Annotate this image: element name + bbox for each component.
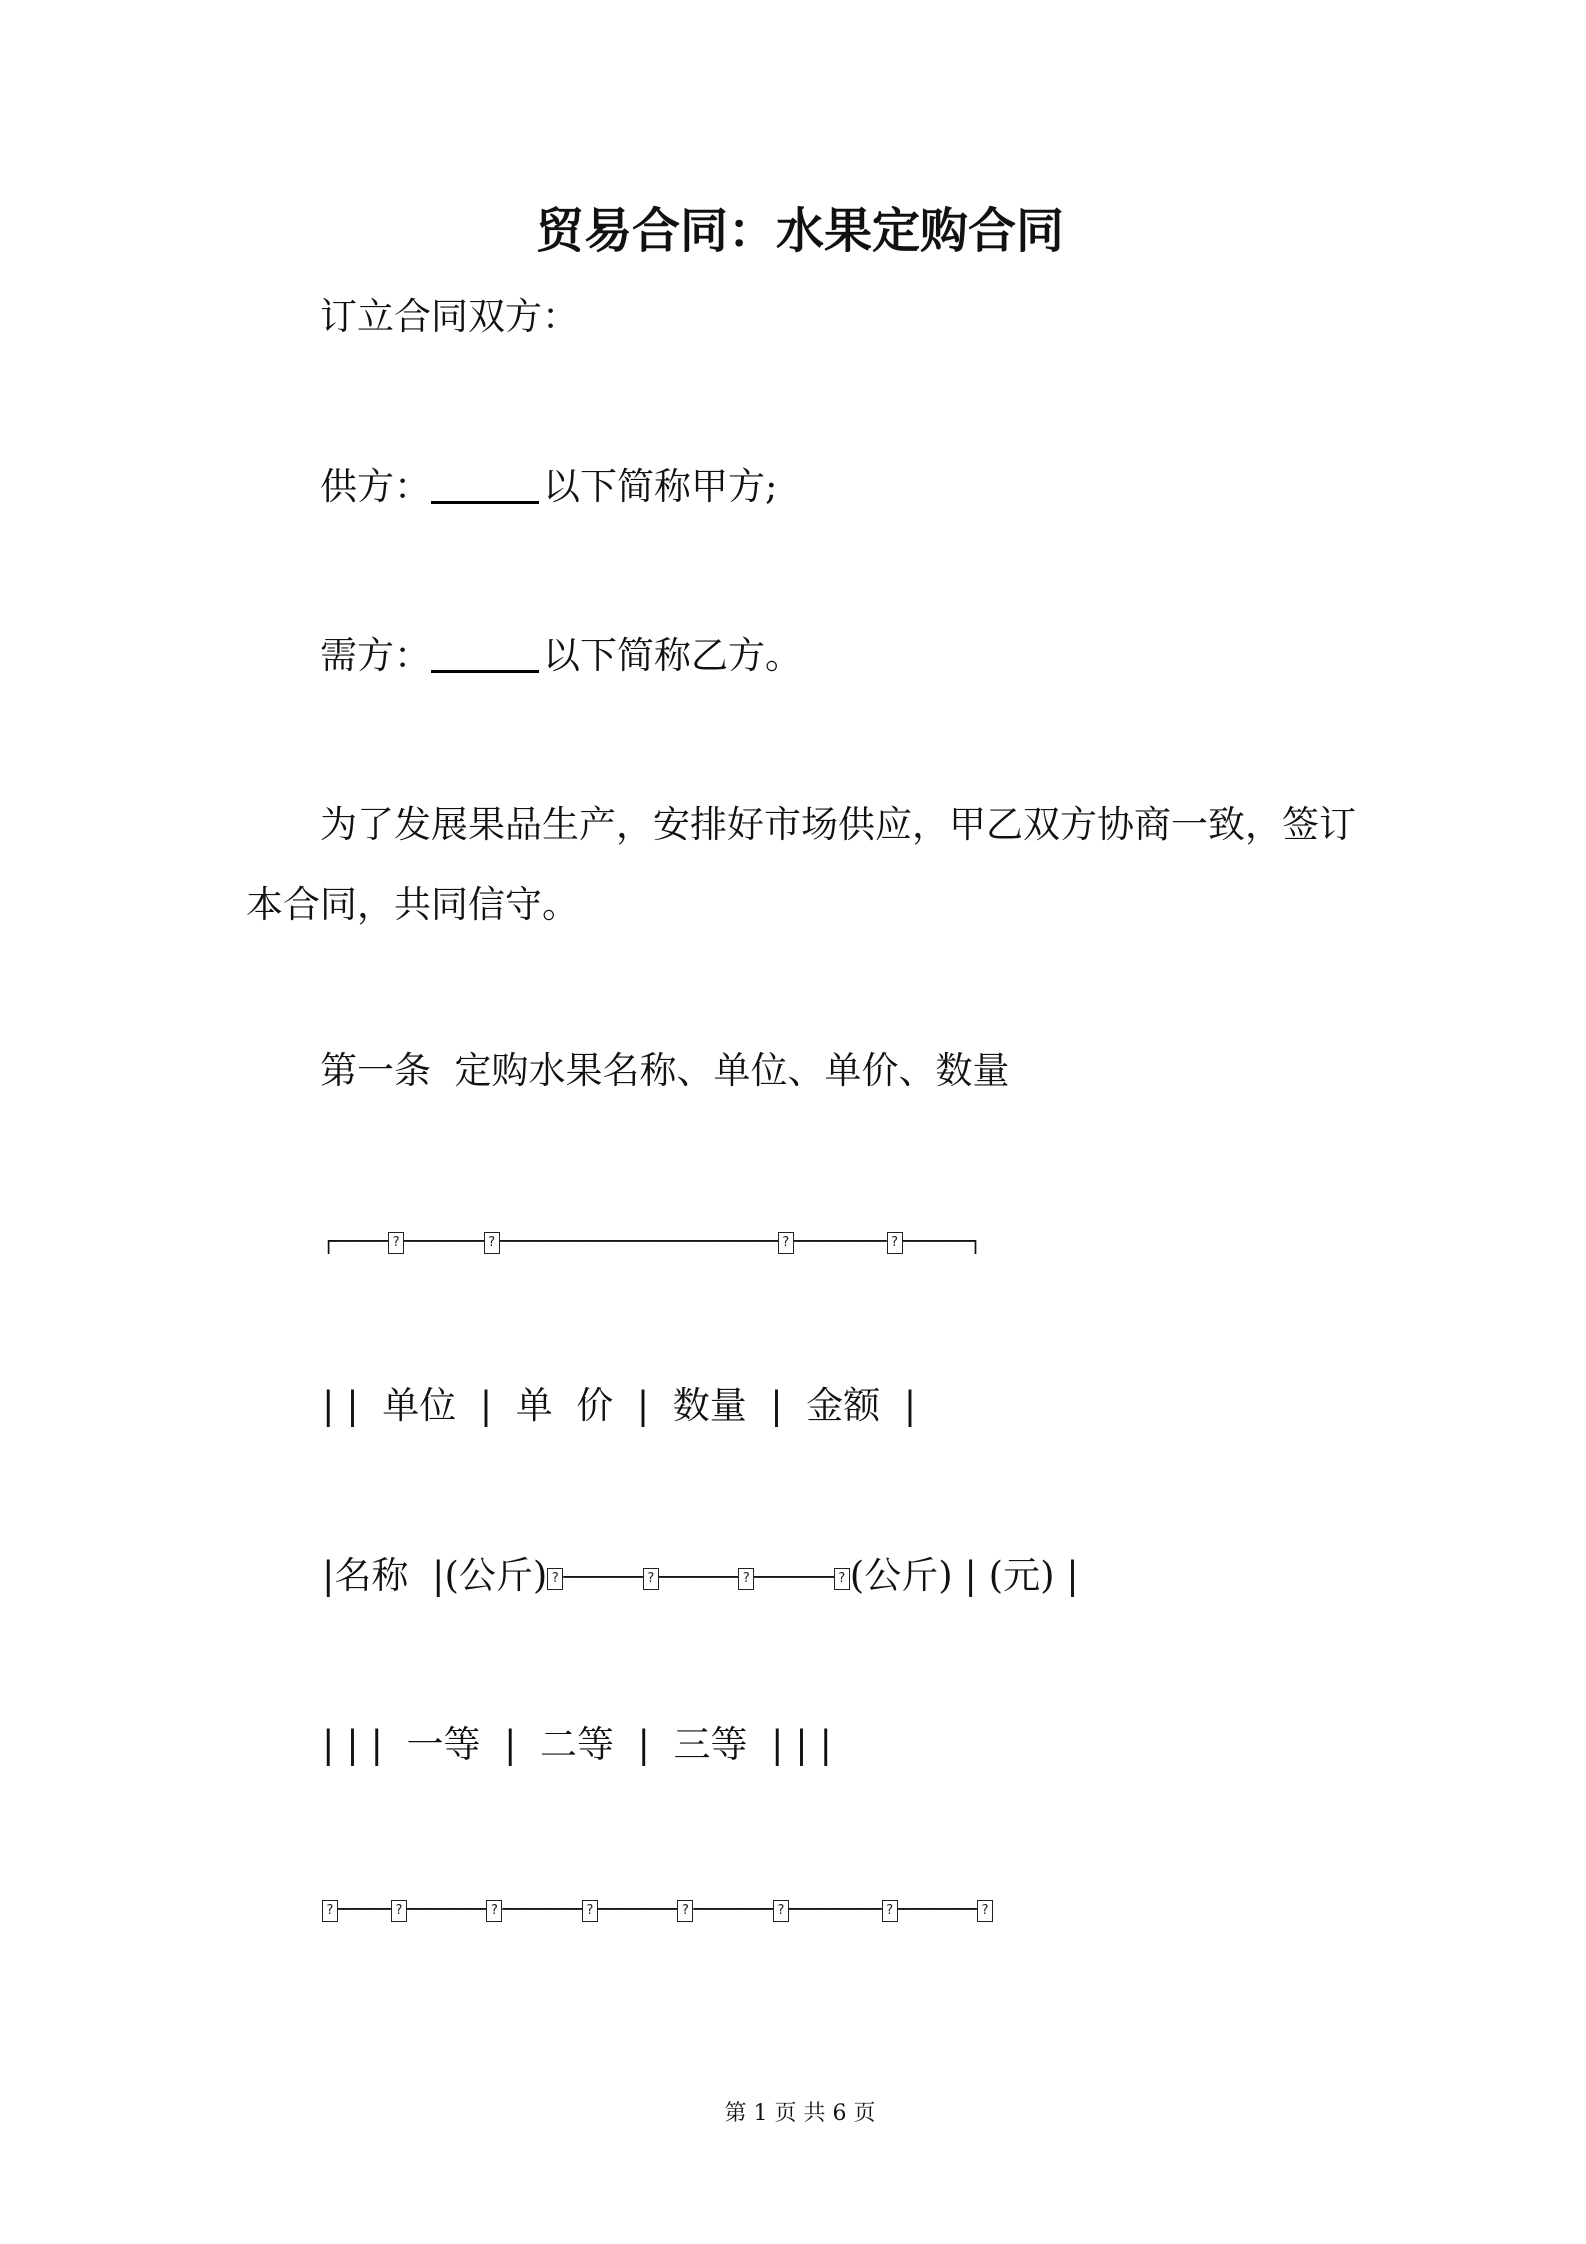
missing-glyph-box: ? — [484, 1232, 500, 1254]
rule-segment: ────── — [404, 1229, 484, 1255]
missing-glyph-box: ? — [773, 1900, 789, 1922]
preamble-paragraph: 为了发展果品生产，安排好市场供应，甲乙双方协商一致，签订本合同，共同信守。 — [246, 803, 1356, 926]
rule-segment: ────── — [563, 1565, 643, 1591]
missing-glyph-box: ? — [887, 1232, 903, 1254]
missing-glyph-box: ? — [322, 1900, 338, 1922]
parties-heading: 订立合同双方： — [320, 295, 579, 338]
document-title: 贸易合同：水果定购合同 — [535, 203, 1064, 259]
missing-glyph-box: ? — [778, 1232, 794, 1254]
missing-glyph-box: ? — [677, 1900, 693, 1922]
rule-segment: ─────── — [793, 1229, 887, 1255]
missing-glyph-box: ? — [388, 1232, 404, 1254]
article-1-heading: 第一条 定购水果名称、单位、单价、数量 — [320, 1049, 1010, 1092]
rule-segment: ────── — [658, 1565, 739, 1591]
table-subheader-row — [322, 1536, 1079, 1616]
missing-glyph-box: ? — [547, 1568, 563, 1590]
page-footer: 第 1 页 共 6 页 — [724, 2101, 876, 2126]
buyer-name-blank — [431, 640, 539, 673]
buyer-line — [320, 616, 802, 696]
rule-segment: ────── — [754, 1565, 834, 1591]
supplier-name-blank — [431, 471, 539, 504]
rule-segment: ┌──── — [322, 1229, 389, 1255]
rule-segment: ────── — [597, 1897, 678, 1923]
rule-segment: ─────── — [788, 1897, 882, 1923]
table-header-row — [322, 1366, 916, 1446]
table-top-border — [322, 1200, 982, 1280]
rule-segment: ────── — [406, 1897, 487, 1923]
missing-glyph-box: ? — [977, 1900, 993, 1922]
missing-glyph-box: ? — [643, 1568, 659, 1590]
rule-segment: ────── — [897, 1897, 978, 1923]
supplier-label: 供方： — [320, 465, 431, 508]
table-divider-row — [322, 1868, 993, 1948]
rule-segment: ──── — [338, 1897, 391, 1923]
missing-glyph-box: ? — [391, 1900, 407, 1922]
buyer-suffix: 以下简称乙方。 — [543, 634, 802, 677]
supplier-suffix: 以下简称甲方; — [543, 465, 778, 508]
rule-segment: ───────────────────── — [499, 1229, 778, 1255]
rule-segment: ────── — [502, 1897, 582, 1923]
table-grade-row — [322, 1705, 832, 1785]
missing-glyph-box: ? — [582, 1900, 598, 1922]
missing-glyph-box: ? — [882, 1900, 898, 1922]
table-text: |名称 |(公斤) — [322, 1554, 548, 1597]
missing-glyph-box: ? — [834, 1568, 850, 1590]
rule-segment: ────── — [693, 1897, 773, 1923]
missing-glyph-box: ? — [738, 1568, 754, 1590]
table-text: (公斤) | (元) | — [849, 1554, 1079, 1597]
table-text: | | | 一等 | 二等 | 三等 | | | — [322, 1723, 832, 1766]
buyer-label: 需方： — [320, 634, 431, 677]
supplier-line — [320, 447, 777, 527]
rule-segment: ─────┐ — [902, 1229, 983, 1255]
missing-glyph-box: ? — [486, 1900, 502, 1922]
table-text: | | 单位 | 单 价 | 数量 | 金额 | — [322, 1384, 917, 1427]
